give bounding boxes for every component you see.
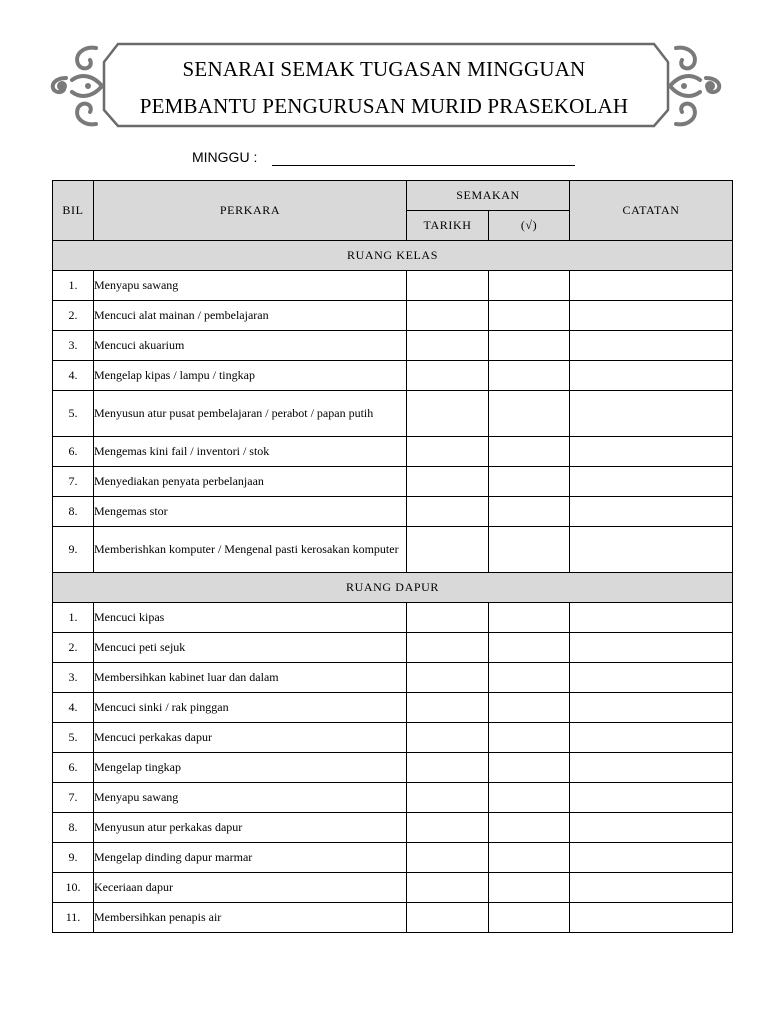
check-cell[interactable] [489,497,570,527]
task-text: Menyusun atur perkakas dapur [94,813,407,843]
check-cell[interactable] [489,843,570,873]
date-cell[interactable] [407,723,489,753]
date-cell[interactable] [407,843,489,873]
row-number: 2. [53,633,94,663]
header-bil: BIL [53,181,94,241]
row-number: 6. [53,753,94,783]
table-row [53,331,733,361]
check-cell[interactable] [489,903,570,933]
date-cell[interactable] [407,361,489,391]
row-number: 8. [53,497,94,527]
row-number: 9. [53,843,94,873]
remarks-cell[interactable] [570,603,733,633]
row-number: 4. [53,361,94,391]
table-row [53,903,733,933]
check-cell[interactable] [489,361,570,391]
table-row [53,663,733,693]
date-cell[interactable] [407,783,489,813]
task-text: Menyediakan penyata perbelanjaan [94,467,407,497]
header-perkara: PERKARA [94,181,407,241]
row-number: 3. [53,331,94,361]
task-text: Mencuci perkakas dapur [94,723,407,753]
remarks-cell[interactable] [570,783,733,813]
task-text: Mengelap kipas / lampu / tingkap [94,361,407,391]
date-cell[interactable] [407,467,489,497]
row-number: 5. [53,723,94,753]
table-row [53,753,733,783]
section-title: RUANG KELAS [53,241,733,271]
task-text: Mencuci peti sejuk [94,633,407,663]
check-cell[interactable] [489,723,570,753]
section-title: RUANG DAPUR [53,573,733,603]
check-cell[interactable] [489,633,570,663]
remarks-cell[interactable] [570,633,733,663]
table-row [53,527,733,573]
check-cell[interactable] [489,663,570,693]
task-text: Menyapu sawang [94,783,407,813]
check-cell[interactable] [489,603,570,633]
check-cell[interactable] [489,271,570,301]
section-ruang-kelas [53,241,733,271]
date-cell[interactable] [407,391,489,437]
table-row [53,723,733,753]
task-text: Menyusun atur pusat pembelajaran / perabot / papan putih [94,391,407,437]
table-row [53,633,733,663]
remarks-cell[interactable] [570,527,733,573]
date-cell[interactable] [407,753,489,783]
task-text: Membersihkan penapis air [94,903,407,933]
task-text: Memberishkan komputer / Mengenal pasti kerosakan komputer [94,527,407,573]
row-number: 10. [53,873,94,903]
task-text: Mencuci akuarium [94,331,407,361]
week-input-line[interactable] [272,165,575,166]
table-row [53,301,733,331]
header-tarikh: TARIKH [407,211,489,241]
remarks-cell[interactable] [570,873,733,903]
table-row [53,497,733,527]
header-catatan: CATATAN [570,181,733,241]
remarks-cell[interactable] [570,271,733,301]
section-ruang-dapur [53,573,733,603]
table-row [53,271,733,301]
table-row [53,603,733,633]
remarks-cell[interactable] [570,813,733,843]
task-text: Membersihkan kabinet luar dan dalam [94,663,407,693]
date-cell[interactable] [407,497,489,527]
check-cell[interactable] [489,813,570,843]
table-row [53,391,733,437]
row-number: 4. [53,693,94,723]
date-cell[interactable] [407,527,489,573]
task-text: Mengelap dinding dapur marmar [94,843,407,873]
row-number: 3. [53,663,94,693]
date-cell[interactable] [407,903,489,933]
check-cell[interactable] [489,331,570,361]
check-cell[interactable] [489,467,570,497]
table-row [53,843,733,873]
remarks-cell[interactable] [570,301,733,331]
remarks-cell[interactable] [570,723,733,753]
table-row [53,693,733,723]
table-row [53,361,733,391]
table-row [53,783,733,813]
date-cell[interactable] [407,271,489,301]
row-number: 9. [53,527,94,573]
date-cell[interactable] [407,437,489,467]
header-semakan: SEMAKAN [407,181,570,211]
remarks-cell[interactable] [570,467,733,497]
date-cell[interactable] [407,603,489,633]
row-number: 2. [53,301,94,331]
remarks-cell[interactable] [570,331,733,361]
row-number: 1. [53,271,94,301]
task-text: Mengelap tingkap [94,753,407,783]
date-cell[interactable] [407,813,489,843]
remarks-cell[interactable] [570,663,733,693]
title-line-2: PEMBANTU PENGURUSAN MURID PRASEKOLAH [139,94,629,118]
row-number: 11. [53,903,94,933]
title-line-1: SENARAI SEMAK TUGASAN MINGGUAN [182,57,586,81]
remarks-cell[interactable] [570,361,733,391]
table-row [53,437,733,467]
row-number: 1. [53,603,94,633]
date-cell[interactable] [407,873,489,903]
row-number: 7. [53,467,94,497]
task-text: Mencuci alat mainan / pembelajaran [94,301,407,331]
check-cell[interactable] [489,527,570,573]
date-cell[interactable] [407,693,489,723]
task-text: Keceriaan dapur [94,873,407,903]
check-cell[interactable] [489,693,570,723]
remarks-cell[interactable] [570,843,733,873]
task-text: Mencuci sinki / rak pinggan [94,693,407,723]
week-label: MINGGU : [192,149,258,165]
check-cell[interactable] [489,873,570,903]
table-row [53,467,733,497]
remarks-cell[interactable] [570,497,733,527]
row-number: 5. [53,391,94,437]
remarks-cell[interactable] [570,437,733,467]
row-number: 6. [53,437,94,467]
date-cell[interactable] [407,331,489,361]
check-cell[interactable] [489,783,570,813]
date-cell[interactable] [407,663,489,693]
remarks-cell[interactable] [570,391,733,437]
row-number: 8. [53,813,94,843]
check-cell[interactable] [489,301,570,331]
check-cell[interactable] [489,753,570,783]
check-cell[interactable] [489,437,570,467]
remarks-cell[interactable] [570,753,733,783]
task-text: Mengemas kini fail / inventori / stok [94,437,407,467]
date-cell[interactable] [407,301,489,331]
header-check: (√) [489,211,570,241]
task-text: Mencuci kipas [94,603,407,633]
task-text: Mengemas stor [94,497,407,527]
check-cell[interactable] [489,391,570,437]
table-row [53,813,733,843]
remarks-cell[interactable] [570,693,733,723]
table-row [53,873,733,903]
checklist-table [52,180,733,933]
row-number: 7. [53,783,94,813]
task-text: Menyapu sawang [94,271,407,301]
date-cell[interactable] [407,633,489,663]
remarks-cell[interactable] [570,903,733,933]
